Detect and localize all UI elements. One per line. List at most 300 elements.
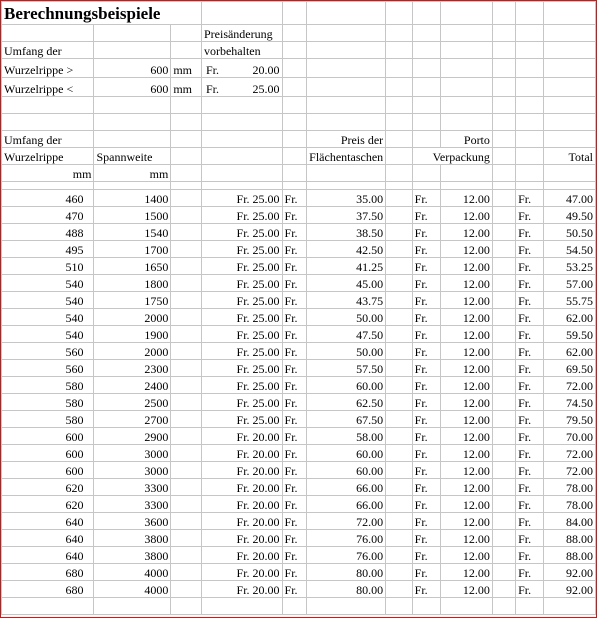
empty-cell[interactable] <box>412 2 441 25</box>
empty-cell[interactable] <box>386 411 413 428</box>
empty-cell[interactable] <box>492 25 515 42</box>
porto-currency[interactable]: Fr. <box>412 207 441 224</box>
porto-price-cell[interactable]: 12.00 <box>441 547 493 564</box>
total-currency[interactable]: Fr. <box>516 241 544 258</box>
taschen-price-cell[interactable]: 66.00 <box>307 479 386 496</box>
total-currency[interactable]: Fr. <box>516 258 544 275</box>
empty-cell[interactable] <box>2 598 94 615</box>
empty-cell[interactable] <box>544 78 596 97</box>
empty-cell[interactable] <box>171 114 202 131</box>
header-umfang-line2[interactable]: Wurzelrippe <box>2 148 94 165</box>
empty-cell[interactable] <box>492 564 515 581</box>
empty-cell[interactable] <box>492 547 515 564</box>
spannweite-cell[interactable]: 2900 <box>94 428 171 445</box>
empty-cell[interactable] <box>544 97 596 114</box>
empty-cell[interactable] <box>307 78 386 97</box>
total-currency[interactable]: Fr. <box>516 207 544 224</box>
porto-price-cell[interactable]: 12.00 <box>441 275 493 292</box>
base-price-cell[interactable]: Fr. 25.00 <box>201 258 282 275</box>
empty-cell[interactable] <box>492 581 515 598</box>
total-currency[interactable]: Fr. <box>516 394 544 411</box>
total-currency[interactable]: Fr. <box>516 530 544 547</box>
empty-cell[interactable] <box>544 114 596 131</box>
spannweite-cell[interactable]: 2700 <box>94 411 171 428</box>
empty-cell[interactable] <box>386 547 413 564</box>
base-price-cell[interactable]: Fr. 20.00 <box>201 496 282 513</box>
empty-cell[interactable] <box>171 42 202 59</box>
taschen-price-cell[interactable]: 38.50 <box>307 224 386 241</box>
porto-currency[interactable]: Fr. <box>412 360 441 377</box>
umfang-cell[interactable]: 560 <box>2 343 94 360</box>
taschen-currency[interactable]: Fr. <box>282 207 307 224</box>
empty-cell[interactable] <box>386 445 413 462</box>
spannweite-cell[interactable]: 4000 <box>94 581 171 598</box>
empty-cell[interactable] <box>516 165 544 182</box>
empty-cell[interactable] <box>492 326 515 343</box>
total-currency[interactable]: Fr. <box>516 343 544 360</box>
umfang-cell[interactable]: 680 <box>2 581 94 598</box>
base-price-cell[interactable]: Fr. 25.00 <box>201 241 282 258</box>
taschen-price-cell[interactable]: 50.00 <box>307 309 386 326</box>
empty-cell[interactable] <box>544 182 596 190</box>
spannweite-cell[interactable]: 1800 <box>94 275 171 292</box>
empty-cell[interactable] <box>516 131 544 148</box>
empty-cell[interactable] <box>307 165 386 182</box>
empty-cell[interactable] <box>544 2 596 25</box>
porto-currency[interactable]: Fr. <box>412 258 441 275</box>
empty-cell[interactable] <box>282 114 307 131</box>
empty-cell[interactable] <box>282 182 307 190</box>
taschen-currency[interactable]: Fr. <box>282 292 307 309</box>
empty-cell[interactable] <box>171 25 202 42</box>
taschen-price-cell[interactable]: 43.75 <box>307 292 386 309</box>
umfang-cell[interactable]: 620 <box>2 496 94 513</box>
empty-cell[interactable] <box>171 513 202 530</box>
price-note-line2[interactable]: vorbehalten <box>201 42 282 59</box>
porto-price-cell[interactable]: 12.00 <box>441 564 493 581</box>
empty-cell[interactable] <box>492 131 515 148</box>
empty-cell[interactable] <box>492 165 515 182</box>
total-currency[interactable]: Fr. <box>516 513 544 530</box>
empty-cell[interactable] <box>412 78 441 97</box>
taschen-currency[interactable]: Fr. <box>282 326 307 343</box>
porto-currency[interactable]: Fr. <box>412 377 441 394</box>
porto-currency[interactable]: Fr. <box>412 394 441 411</box>
total-cell[interactable]: 57.00 <box>544 275 596 292</box>
porto-currency[interactable]: Fr. <box>412 462 441 479</box>
umfang-cell[interactable]: 488 <box>2 224 94 241</box>
taschen-currency[interactable]: Fr. <box>282 564 307 581</box>
total-currency[interactable]: Fr. <box>516 547 544 564</box>
base-price-cell[interactable]: Fr. 25.00 <box>201 411 282 428</box>
empty-cell[interactable] <box>441 2 493 25</box>
empty-cell[interactable] <box>282 78 307 97</box>
empty-cell[interactable] <box>516 598 544 615</box>
total-currency[interactable]: Fr. <box>516 224 544 241</box>
taschen-price-cell[interactable]: 41.25 <box>307 258 386 275</box>
total-currency[interactable]: Fr. <box>516 428 544 445</box>
empty-cell[interactable] <box>386 530 413 547</box>
empty-cell[interactable] <box>171 547 202 564</box>
porto-price-cell[interactable]: 12.00 <box>441 530 493 547</box>
porto-price-cell[interactable]: 12.00 <box>441 462 493 479</box>
empty-cell[interactable] <box>282 59 307 78</box>
porto-price-cell[interactable]: 12.00 <box>441 496 493 513</box>
porto-currency[interactable]: Fr. <box>412 309 441 326</box>
empty-cell[interactable] <box>386 326 413 343</box>
taschen-price-cell[interactable]: 60.00 <box>307 377 386 394</box>
taschen-currency[interactable]: Fr. <box>282 190 307 207</box>
empty-cell[interactable] <box>412 182 441 190</box>
empty-cell[interactable] <box>386 343 413 360</box>
umfang-cell[interactable]: 600 <box>2 462 94 479</box>
base-price-cell[interactable]: Fr. 20.00 <box>201 547 282 564</box>
empty-cell[interactable] <box>171 292 202 309</box>
empty-cell[interactable] <box>386 496 413 513</box>
empty-cell[interactable] <box>171 428 202 445</box>
taschen-currency[interactable]: Fr. <box>282 377 307 394</box>
taschen-price-cell[interactable]: 67.50 <box>307 411 386 428</box>
total-cell[interactable]: 78.00 <box>544 496 596 513</box>
taschen-price-cell[interactable]: 35.00 <box>307 190 386 207</box>
spannweite-cell[interactable]: 3300 <box>94 496 171 513</box>
empty-cell[interactable] <box>492 275 515 292</box>
taschen-price-cell[interactable]: 57.50 <box>307 360 386 377</box>
empty-cell[interactable] <box>386 275 413 292</box>
empty-cell[interactable] <box>544 59 596 78</box>
total-currency[interactable]: Fr. <box>516 581 544 598</box>
porto-price-cell[interactable]: 12.00 <box>441 241 493 258</box>
taschen-price-cell[interactable]: 80.00 <box>307 581 386 598</box>
empty-cell[interactable] <box>386 479 413 496</box>
empty-cell[interactable] <box>2 25 94 42</box>
empty-cell[interactable] <box>492 377 515 394</box>
empty-cell[interactable] <box>2 97 94 114</box>
empty-cell[interactable] <box>492 78 515 97</box>
empty-cell[interactable] <box>171 496 202 513</box>
empty-cell[interactable] <box>307 59 386 78</box>
total-currency[interactable]: Fr. <box>516 326 544 343</box>
taschen-currency[interactable]: Fr. <box>282 428 307 445</box>
header-total[interactable]: Total <box>544 148 596 165</box>
porto-price-cell[interactable]: 12.00 <box>441 343 493 360</box>
empty-cell[interactable] <box>386 59 413 78</box>
taschen-currency[interactable]: Fr. <box>282 547 307 564</box>
threshold-unit[interactable]: mm <box>171 59 202 78</box>
taschen-currency[interactable]: Fr. <box>282 309 307 326</box>
empty-cell[interactable] <box>94 114 171 131</box>
porto-price-cell[interactable]: 12.00 <box>441 411 493 428</box>
total-cell[interactable]: 72.00 <box>544 462 596 479</box>
total-cell[interactable]: 72.00 <box>544 377 596 394</box>
empty-cell[interactable] <box>412 25 441 42</box>
header-spannweite[interactable]: Spannweite <box>94 148 171 165</box>
base-price-cell[interactable]: Fr. 20.00 <box>201 564 282 581</box>
unit-spannweite[interactable]: mm <box>94 165 171 182</box>
empty-cell[interactable] <box>441 97 493 114</box>
taschen-currency[interactable]: Fr. <box>282 258 307 275</box>
spannweite-cell[interactable]: 3300 <box>94 479 171 496</box>
base-price-cell[interactable]: Fr. 25.00 <box>201 343 282 360</box>
total-cell[interactable]: 62.00 <box>544 309 596 326</box>
empty-cell[interactable] <box>386 598 413 615</box>
taschen-price-cell[interactable]: 37.50 <box>307 207 386 224</box>
porto-price-cell[interactable]: 12.00 <box>441 326 493 343</box>
empty-cell[interactable] <box>492 496 515 513</box>
empty-cell[interactable] <box>441 598 493 615</box>
empty-cell[interactable] <box>492 598 515 615</box>
taschen-price-cell[interactable]: 45.00 <box>307 275 386 292</box>
spannweite-cell[interactable]: 3000 <box>94 462 171 479</box>
spannweite-cell[interactable]: 3600 <box>94 513 171 530</box>
empty-cell[interactable] <box>386 2 413 25</box>
empty-cell[interactable] <box>386 114 413 131</box>
empty-cell[interactable] <box>412 59 441 78</box>
empty-cell[interactable] <box>386 309 413 326</box>
empty-cell[interactable] <box>492 59 515 78</box>
umfang-cell[interactable]: 600 <box>2 445 94 462</box>
porto-currency[interactable]: Fr. <box>412 292 441 309</box>
empty-cell[interactable] <box>307 114 386 131</box>
total-currency[interactable]: Fr. <box>516 377 544 394</box>
empty-cell[interactable] <box>386 581 413 598</box>
taschen-price-cell[interactable]: 76.00 <box>307 530 386 547</box>
empty-cell[interactable] <box>386 462 413 479</box>
empty-cell[interactable] <box>282 97 307 114</box>
taschen-currency[interactable]: Fr. <box>282 394 307 411</box>
threshold-price[interactable] <box>201 78 282 97</box>
porto-price-cell[interactable]: 12.00 <box>441 292 493 309</box>
empty-cell[interactable] <box>307 182 386 190</box>
taschen-currency[interactable]: Fr. <box>282 275 307 292</box>
empty-cell[interactable] <box>386 224 413 241</box>
empty-cell[interactable] <box>386 97 413 114</box>
spannweite-cell[interactable]: 1400 <box>94 190 171 207</box>
sheet-title-cell[interactable] <box>2 2 202 25</box>
umfang-cell[interactable]: 460 <box>2 190 94 207</box>
empty-cell[interactable] <box>171 598 202 615</box>
empty-cell[interactable] <box>171 190 202 207</box>
empty-cell[interactable] <box>2 114 94 131</box>
empty-cell[interactable] <box>171 131 202 148</box>
empty-cell[interactable] <box>386 148 413 165</box>
base-price-cell[interactable]: Fr. 20.00 <box>201 530 282 547</box>
empty-cell[interactable] <box>492 479 515 496</box>
empty-cell[interactable] <box>412 165 441 182</box>
total-cell[interactable]: 84.00 <box>544 513 596 530</box>
empty-cell[interactable] <box>492 148 515 165</box>
empty-cell[interactable] <box>171 182 202 190</box>
empty-cell[interactable] <box>307 2 386 25</box>
spannweite-cell[interactable]: 2300 <box>94 360 171 377</box>
umfang-cell[interactable]: 540 <box>2 309 94 326</box>
empty-cell[interactable] <box>171 165 202 182</box>
total-cell[interactable]: 62.00 <box>544 343 596 360</box>
threshold-value[interactable]: 600 <box>94 59 171 78</box>
empty-cell[interactable] <box>412 114 441 131</box>
empty-cell[interactable] <box>492 411 515 428</box>
umfang-cell[interactable]: 540 <box>2 292 94 309</box>
total-cell[interactable]: 92.00 <box>544 581 596 598</box>
taschen-currency[interactable]: Fr. <box>282 513 307 530</box>
spannweite-cell[interactable]: 1500 <box>94 207 171 224</box>
umfang-cell[interactable]: 560 <box>2 360 94 377</box>
taschen-currency[interactable]: Fr. <box>282 479 307 496</box>
empty-cell[interactable] <box>171 326 202 343</box>
umfang-cell[interactable]: 510 <box>2 258 94 275</box>
porto-currency[interactable]: Fr. <box>412 479 441 496</box>
empty-cell[interactable] <box>386 564 413 581</box>
porto-currency[interactable]: Fr. <box>412 411 441 428</box>
total-cell[interactable]: 49.50 <box>544 207 596 224</box>
empty-cell[interactable] <box>492 513 515 530</box>
taschen-price-cell[interactable]: 58.00 <box>307 428 386 445</box>
empty-cell[interactable] <box>386 258 413 275</box>
empty-cell[interactable] <box>516 182 544 190</box>
empty-cell[interactable] <box>516 148 544 165</box>
empty-cell[interactable] <box>441 25 493 42</box>
taschen-currency[interactable]: Fr. <box>282 411 307 428</box>
porto-price-cell[interactable]: 12.00 <box>441 190 493 207</box>
total-cell[interactable]: 50.50 <box>544 224 596 241</box>
empty-cell[interactable] <box>492 241 515 258</box>
taschen-price-cell[interactable]: 72.00 <box>307 513 386 530</box>
spannweite-cell[interactable]: 1750 <box>94 292 171 309</box>
empty-cell[interactable] <box>171 564 202 581</box>
empty-cell[interactable] <box>386 513 413 530</box>
empty-cell[interactable] <box>171 224 202 241</box>
header-porto-line2[interactable]: Verpackung <box>412 148 492 165</box>
umfang-cell[interactable]: 580 <box>2 394 94 411</box>
empty-cell[interactable] <box>492 530 515 547</box>
total-cell[interactable]: 47.00 <box>544 190 596 207</box>
empty-cell[interactable] <box>307 97 386 114</box>
empty-cell[interactable] <box>201 2 282 25</box>
empty-cell[interactable] <box>412 97 441 114</box>
empty-cell[interactable] <box>2 182 94 190</box>
umfang-cell[interactable]: 495 <box>2 241 94 258</box>
porto-currency[interactable]: Fr. <box>412 190 441 207</box>
total-cell[interactable]: 70.00 <box>544 428 596 445</box>
price-note-line1[interactable]: Preisänderung <box>201 25 282 42</box>
taschen-currency[interactable]: Fr. <box>282 581 307 598</box>
total-currency[interactable]: Fr. <box>516 445 544 462</box>
total-cell[interactable]: 72.00 <box>544 445 596 462</box>
empty-cell[interactable] <box>282 25 307 42</box>
empty-cell[interactable] <box>386 25 413 42</box>
porto-currency[interactable]: Fr. <box>412 547 441 564</box>
base-price-cell[interactable]: Fr. 25.00 <box>201 292 282 309</box>
empty-cell[interactable] <box>171 343 202 360</box>
taschen-currency[interactable]: Fr. <box>282 445 307 462</box>
porto-price-cell[interactable]: 12.00 <box>441 224 493 241</box>
total-currency[interactable]: Fr. <box>516 190 544 207</box>
spannweite-cell[interactable]: 2500 <box>94 394 171 411</box>
total-currency[interactable]: Fr. <box>516 496 544 513</box>
empty-cell[interactable] <box>94 97 171 114</box>
spannweite-cell[interactable]: 3800 <box>94 530 171 547</box>
empty-cell[interactable] <box>386 182 413 190</box>
base-price-cell[interactable]: Fr. 25.00 <box>201 360 282 377</box>
total-cell[interactable]: 69.50 <box>544 360 596 377</box>
empty-cell[interactable] <box>386 241 413 258</box>
empty-cell[interactable] <box>386 131 413 148</box>
porto-price-cell[interactable]: 12.00 <box>441 445 493 462</box>
empty-cell[interactable] <box>492 97 515 114</box>
empty-cell[interactable] <box>171 207 202 224</box>
empty-cell[interactable] <box>282 598 307 615</box>
umfang-cell[interactable]: 580 <box>2 377 94 394</box>
empty-cell[interactable] <box>492 207 515 224</box>
empty-cell[interactable] <box>386 78 413 97</box>
base-price-cell[interactable]: Fr. 25.00 <box>201 309 282 326</box>
empty-cell[interactable] <box>171 479 202 496</box>
empty-cell[interactable] <box>492 462 515 479</box>
empty-cell[interactable] <box>386 428 413 445</box>
empty-cell[interactable] <box>492 445 515 462</box>
porto-price-cell[interactable]: 12.00 <box>441 479 493 496</box>
porto-price-cell[interactable]: 12.00 <box>441 360 493 377</box>
empty-cell[interactable] <box>492 114 515 131</box>
empty-cell[interactable] <box>544 25 596 42</box>
total-cell[interactable]: 79.50 <box>544 411 596 428</box>
porto-currency[interactable]: Fr. <box>412 241 441 258</box>
total-cell[interactable]: 53.25 <box>544 258 596 275</box>
empty-cell[interactable] <box>307 25 386 42</box>
total-cell[interactable]: 74.50 <box>544 394 596 411</box>
porto-price-cell[interactable]: 12.00 <box>441 309 493 326</box>
empty-cell[interactable] <box>492 309 515 326</box>
header-taschen-line2[interactable]: Flächentaschen <box>307 148 386 165</box>
spannweite-cell[interactable]: 1540 <box>94 224 171 241</box>
porto-price-cell[interactable]: 12.00 <box>441 513 493 530</box>
porto-currency[interactable]: Fr. <box>412 513 441 530</box>
porto-currency[interactable]: Fr. <box>412 496 441 513</box>
empty-cell[interactable] <box>171 394 202 411</box>
threshold-label[interactable]: Wurzelrippe < <box>2 78 94 97</box>
empty-cell[interactable] <box>544 42 596 59</box>
umfang-cell[interactable]: 620 <box>2 479 94 496</box>
empty-cell[interactable] <box>412 42 441 59</box>
empty-cell[interactable] <box>492 394 515 411</box>
empty-cell[interactable] <box>171 581 202 598</box>
base-price-cell[interactable]: Fr. 20.00 <box>201 513 282 530</box>
total-currency[interactable]: Fr. <box>516 462 544 479</box>
umfang-cell[interactable]: 640 <box>2 513 94 530</box>
total-currency[interactable]: Fr. <box>516 479 544 496</box>
total-currency[interactable]: Fr. <box>516 360 544 377</box>
base-price-cell[interactable]: Fr. 20.00 <box>201 462 282 479</box>
empty-cell[interactable] <box>412 131 441 148</box>
umfang-label[interactable]: Umfang der <box>2 42 94 59</box>
empty-cell[interactable] <box>282 2 307 25</box>
empty-cell[interactable] <box>544 165 596 182</box>
porto-price-cell[interactable]: 12.00 <box>441 581 493 598</box>
total-currency[interactable]: Fr. <box>516 411 544 428</box>
empty-cell[interactable] <box>171 377 202 394</box>
empty-cell[interactable] <box>492 42 515 59</box>
empty-cell[interactable] <box>441 165 493 182</box>
total-currency[interactable]: Fr. <box>516 309 544 326</box>
empty-cell[interactable] <box>492 292 515 309</box>
empty-cell[interactable] <box>386 165 413 182</box>
empty-cell[interactable] <box>94 182 171 190</box>
base-price-cell[interactable]: Fr. 25.00 <box>201 224 282 241</box>
empty-cell[interactable] <box>386 207 413 224</box>
total-cell[interactable]: 88.00 <box>544 547 596 564</box>
spannweite-cell[interactable]: 1900 <box>94 326 171 343</box>
umfang-cell[interactable]: 580 <box>2 411 94 428</box>
